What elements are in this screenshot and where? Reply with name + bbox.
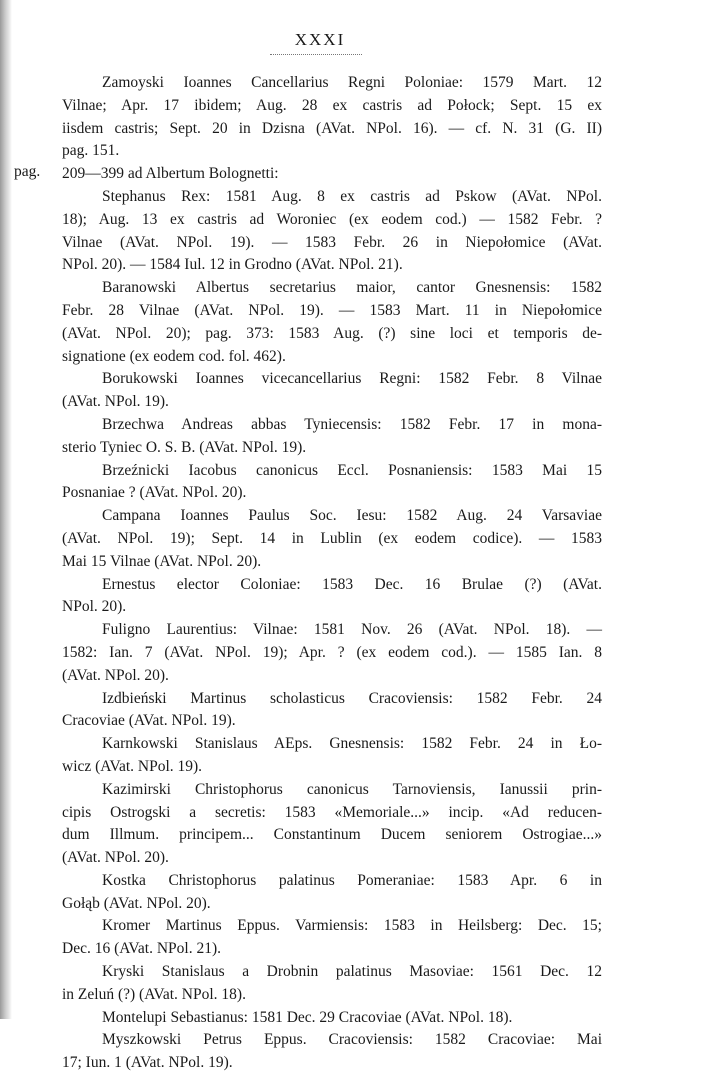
entry-line: Dec. 16 (AVat. NPol. 21). <box>62 940 222 958</box>
entry-line: Gołąb (AVat. NPol. 20). <box>62 894 211 912</box>
header-rule <box>270 54 362 55</box>
entry-line: Cracoviae (AVat. NPol. 19). <box>62 712 236 730</box>
entry-line: Vilnae (AVat. NPol. 19). — 1583 Febr. 26 in Niepołomice (AVat. <box>62 233 602 251</box>
entry-line: (AVat. NPol. 20). <box>62 666 169 684</box>
entry-line: 17; Iun. 1 (AVat. NPol. 19). <box>62 1054 233 1072</box>
index-entry <box>62 1007 602 1030</box>
book-spine-shadow <box>0 0 12 1019</box>
index-entry <box>62 505 602 573</box>
index-entry <box>62 779 602 870</box>
entry-line: Fuligno Laurentius: Vilnae: 1581 Nov. 26 (AVat. NPol. 18). — <box>102 621 602 639</box>
entry-line: iisdem castris; Sept. 20 in Dzisna (AVat. NPol. 16). — cf. N. 31 (G. II) <box>62 119 602 137</box>
index-entry <box>62 733 602 779</box>
index-entry <box>62 574 602 620</box>
index-entry <box>62 870 602 916</box>
entry-line: Kromer Martinus Eppus. Varmiensis: 1583 in Heilsberg: Dec. 15; <box>102 917 602 935</box>
entry-line: Izdbieński Martinus scholasticus Cracoviensis: 1582 Febr. 24 <box>102 689 602 707</box>
entry-line: Posnaniae ? (AVat. NPol. 20). <box>62 484 247 502</box>
index-entry <box>62 460 602 506</box>
entry-line: Montelupi Sebastianus: 1581 Dec. 29 Cracoviae (AVat. NPol. 18). <box>102 1008 513 1026</box>
entry-line: (AVat. NPol. 20); pag. 373: 1583 Aug. (?) sine loci et temporis de- <box>62 324 602 342</box>
entry-line: Baranowski Albertus secretarius maior, cantor Gnesnensis: 1582 <box>102 279 602 297</box>
entry-line: (AVat. NPol. 20). <box>62 849 169 867</box>
entry-line: (AVat. NPol. 19). <box>62 393 169 411</box>
page-number: XXXI <box>294 30 346 49</box>
margin-note: pag. <box>14 163 41 180</box>
entry-line: Febr. 28 Vilnae (AVat. NPol. 19). — 1583 Mart. 11 in Niepołomice <box>62 301 602 319</box>
entry-line: Kryski Stanislaus a Drobnin palatinus Masoviae: 1561 Dec. 12 <box>102 963 602 981</box>
entry-line: Zamoyski Ioannes Cancellarius Regni Poloniae: 1579 Mart. 12 <box>102 74 602 91</box>
entry-line: Campana Ioannes Paulus Soc. Iesu: 1582 Aug. 24 Varsaviae <box>102 507 602 525</box>
entry-line: sterio Tyniec O. S. B. (AVat. NPol. 19). <box>62 438 307 456</box>
entry-line: pag. 151. <box>62 142 120 160</box>
entry-line: Myszkowski Petrus Eppus. Cracoviensis: 1582 Cracoviae: Mai <box>102 1031 602 1049</box>
entry-line: Borukowski Ioannes vicecancellarius Regni: 1582 Febr. 8 Vilnae <box>102 370 602 388</box>
entry-line: Karnkowski Stanislaus AEps. Gnesnensis: 1582 Febr. 24 in Ło- <box>102 735 602 753</box>
index-entry <box>62 72 602 163</box>
index-entry <box>62 368 602 414</box>
index-entry <box>62 186 602 277</box>
entry-line: 18); Aug. 13 ex castris ad Woroniec (ex eodem cod.) — 1582 Febr. ? <box>62 210 602 228</box>
entry-line: (AVat. NPol. 19); Sept. 14 in Lublin (ex eodem codice). — 1583 <box>62 529 602 547</box>
entry-line: Kostka Christophorus palatinus Pomeraniae: 1583 Apr. 6 in <box>102 871 602 889</box>
entry-line: 209—399 ad Albertum Bolognetti: <box>62 165 279 183</box>
index-entry <box>62 961 602 1007</box>
entry-line: Brzechwa Andreas abbas Tyniecensis: 1582 Febr. 17 in mona- <box>102 415 602 433</box>
entry-line: 1582: Ian. 7 (AVat. NPol. 19); Apr. ? (ex eodem cod.). — 1585 Ian. 8 <box>62 643 602 661</box>
entry-line: in Zeluń (?) (AVat. NPol. 18). <box>62 985 246 1003</box>
entry-line: Mai 15 Vilnae (AVat. NPol. 20). <box>62 552 262 570</box>
entry-line: NPol. 20). — 1584 Iul. 12 in Grodno (AVat. NPol. 21). <box>62 256 403 274</box>
entry-line: NPol. 20). <box>62 598 127 616</box>
entry-line: dum Illmum. principem... Constantinum Ducem seniorem Ostrogiae...» <box>62 826 602 844</box>
entry-line: Kazimirski Christophorus canonicus Tarnoviensis, Ianussii prin- <box>102 780 602 798</box>
index-entry <box>62 163 602 186</box>
entry-line: Brzeźnicki Iacobus canonicus Eccl. Posnaniensis: 1583 Mai 15 <box>102 461 602 479</box>
index-entry <box>62 619 602 687</box>
entry-line: Stephanus Rex: 1581 Aug. 8 ex castris ad Pskow (AVat. NPol. <box>102 187 602 205</box>
index-entry <box>62 414 602 460</box>
entry-line: cipis Ostrogski a secretis: 1583 «Memoriale...» incip. «Ad reducen- <box>62 803 602 821</box>
entry-line: Vilnae; Apr. 17 ibidem; Aug. 28 ex castris ad Połock; Sept. 15 ex <box>62 96 602 114</box>
entry-line: signatione (ex eodem cod. fol. 462). <box>62 347 286 365</box>
document-body <box>62 72 602 1075</box>
index-entry <box>62 915 602 961</box>
entry-line: Ernestus elector Coloniae: 1583 Dec. 16 Brulae (?) (AVat. <box>102 575 602 593</box>
index-entry <box>62 1029 602 1075</box>
entry-line: wicz (AVat. NPol. 19). <box>62 757 203 775</box>
index-entry <box>62 688 602 734</box>
index-entry <box>62 277 602 368</box>
